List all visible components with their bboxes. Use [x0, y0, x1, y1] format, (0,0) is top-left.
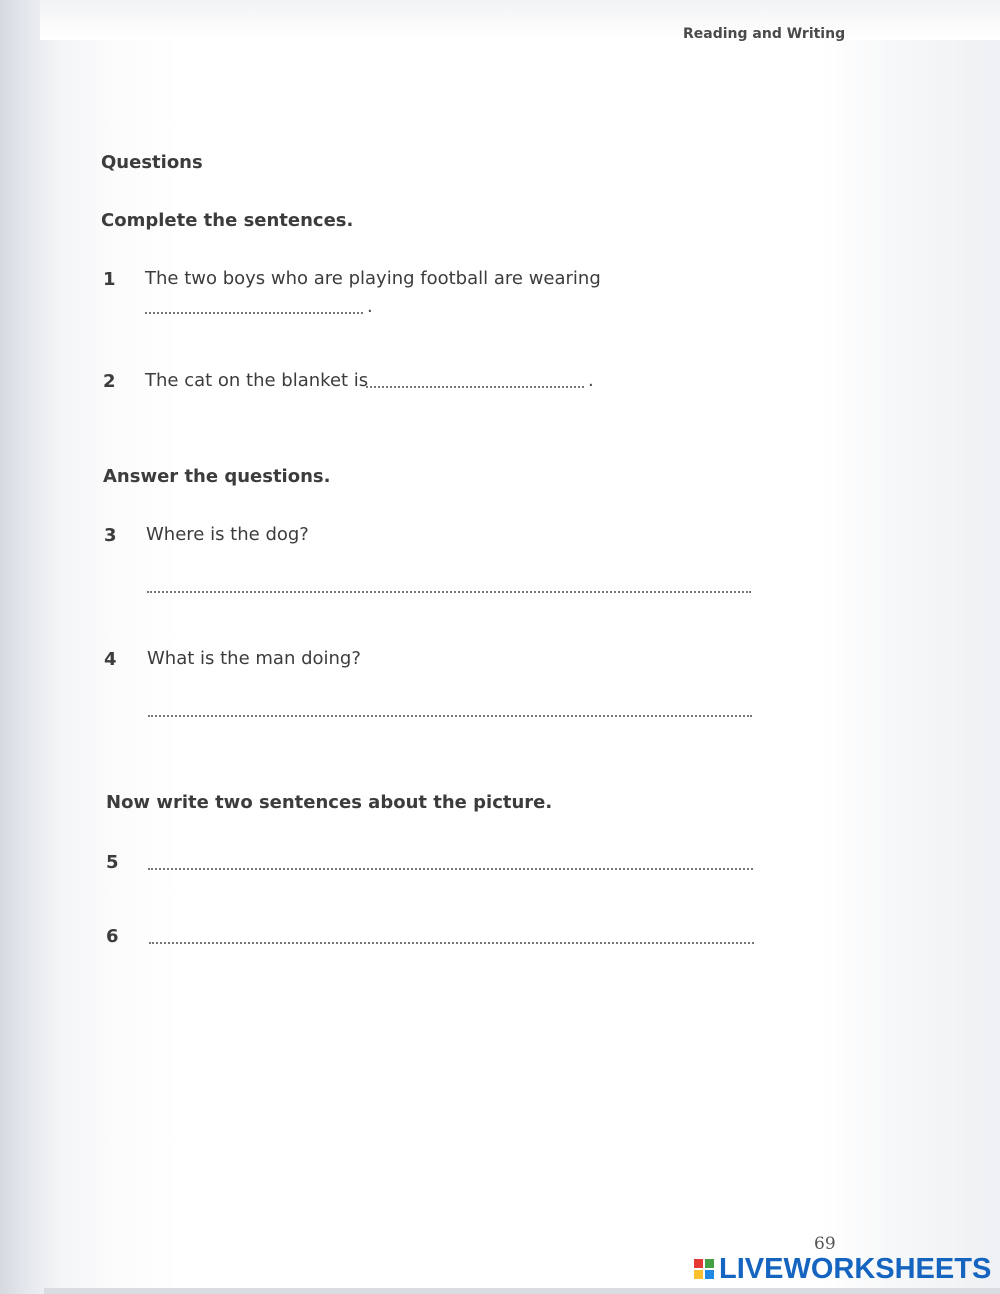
- item-number-6: 6: [106, 926, 119, 947]
- answer-line-4[interactable]: [148, 715, 752, 717]
- period-2: .: [588, 370, 594, 391]
- item-text-3: Where is the dog?: [146, 524, 309, 545]
- complete-sentences-heading: Complete the sentences.: [101, 210, 354, 231]
- item-number-3: 3: [104, 525, 117, 546]
- questions-heading: Questions: [101, 152, 203, 173]
- write-sentences-heading: Now write two sentences about the picture.: [106, 792, 553, 813]
- logo-block-red: [693, 1258, 704, 1269]
- logo-block-yellow: [693, 1269, 704, 1280]
- page-top-band: [40, 0, 1000, 40]
- logo-text: LIVEWORKSHEETS: [719, 1252, 992, 1285]
- logo-block-green: [704, 1258, 715, 1269]
- logo-blocks-icon: [693, 1258, 715, 1280]
- item-number-4: 4: [104, 649, 117, 670]
- period-1: .: [367, 296, 373, 317]
- item-text-4: What is the man doing?: [147, 648, 361, 669]
- answer-line-6[interactable]: [149, 942, 754, 944]
- item-number-2: 2: [103, 371, 116, 392]
- item-text-2: The cat on the blanket is: [145, 370, 369, 391]
- liveworksheets-logo[interactable]: [693, 1253, 991, 1285]
- page-bottom-edge: [44, 1288, 1000, 1294]
- answer-line-3[interactable]: [147, 591, 751, 593]
- item-text-1: The two boys who are playing football are wearing: [145, 268, 601, 289]
- item-number-1: 1: [103, 269, 116, 290]
- answer-line-5[interactable]: [148, 868, 753, 870]
- page-number: 69: [814, 1234, 836, 1254]
- item-number-5: 5: [106, 852, 119, 873]
- answer-line-2[interactable]: [366, 386, 584, 388]
- running-header: Reading and Writing: [683, 26, 846, 42]
- logo-block-blue: [704, 1269, 715, 1280]
- answer-questions-heading: Answer the questions.: [103, 466, 331, 487]
- answer-line-1[interactable]: [145, 312, 363, 314]
